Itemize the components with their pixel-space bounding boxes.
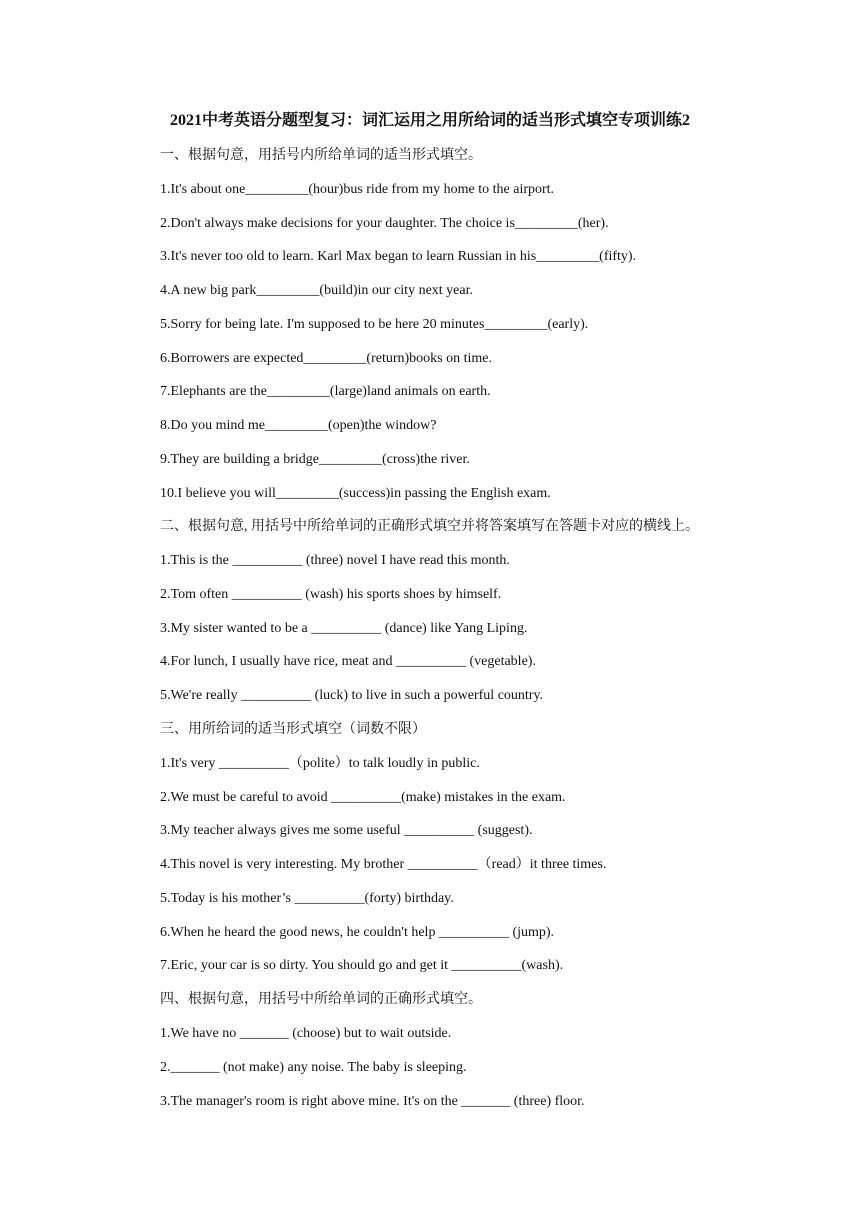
- exercise-item: 5.We're really __________ (luck) to live in such a powerful country.: [160, 688, 544, 703]
- exercise-item: 2.Tom often __________ (wash) his sports shoes by himself.: [160, 587, 502, 602]
- exercise-item: 4.For lunch, I usually have rice, meat and __________ (vegetable).: [160, 654, 536, 669]
- section-3-heading: 三、用所给词的适当形式填空（词数不限）: [160, 722, 426, 737]
- document-title: 2021中考英语分题型复习：词汇运用之用所给词的适当形式填空专项训练2: [169, 112, 690, 129]
- exercise-item: 1.It's very __________（polite）to talk loudly in public.: [160, 756, 480, 771]
- exercise-item: 4.A new big park_________(build)in our city next year.: [160, 283, 473, 298]
- exercise-item: 7.Elephants are the_________(large)land animals on earth.: [160, 384, 491, 399]
- exercise-item: 2.Don't always make decisions for your daughter. The choice is_________(her).: [160, 216, 609, 231]
- exercise-item: 6.Borrowers are expected_________(return)books on time.: [160, 351, 493, 366]
- exercise-item: 3.It's never too old to learn. Karl Max began to learn Russian in his_________(fifty).: [160, 249, 637, 264]
- exercise-item: 2._______ (not make) any noise. The baby is sleeping.: [160, 1060, 467, 1075]
- exercise-item: 1.We have no _______ (choose) but to wait outside.: [160, 1026, 452, 1041]
- exercise-item: 6.When he heard the good news, he couldn't help __________ (jump).: [160, 925, 555, 940]
- exercise-item: 4.This novel is very interesting. My brother __________（read）it three times.: [160, 857, 607, 872]
- exercise-item: 9.They are building a bridge_________(cross)the river.: [160, 452, 470, 467]
- exercise-item: 7.Eric, your car is so dirty. You should go and get it __________(wash).: [160, 958, 564, 973]
- exercise-item: 3.My sister wanted to be a __________ (dance) like Yang Liping.: [160, 621, 528, 636]
- exercise-item: 5.Sorry for being late. I'm supposed to be here 20 minutes_________(early).: [160, 317, 589, 332]
- section-1-heading: 一、根据句意，用括号内所给单词的适当形式填空。: [160, 148, 482, 163]
- section-4-heading: 四、根据句意，用括号中所给单词的正确形式填空。: [160, 992, 482, 1007]
- exercise-item: 1.It's about one_________(hour)bus ride from my home to the airport.: [160, 182, 555, 197]
- exercise-item: 2.We must be careful to avoid __________(make) mistakes in the exam.: [160, 790, 566, 805]
- exercise-item: 3.My teacher always gives me some useful __________ (suggest).: [160, 823, 533, 838]
- exercise-item: 5.Today is his mother’s __________(forty) birthday.: [160, 891, 454, 906]
- exercise-item: 1.This is the __________ (three) novel I have read this month.: [160, 553, 510, 568]
- exercise-item: 10.I believe you will_________(success)in passing the English exam.: [160, 486, 551, 501]
- section-2-heading: 二、根据句意, 用括号中所给单词的正确形式填空并将答案填写在答题卡对应的横线上。: [160, 519, 699, 534]
- exercise-item: 3.The manager's room is right above mine. It's on the _______ (three) floor.: [160, 1094, 585, 1109]
- exercise-item: 8.Do you mind me_________(open)the window?: [160, 418, 437, 433]
